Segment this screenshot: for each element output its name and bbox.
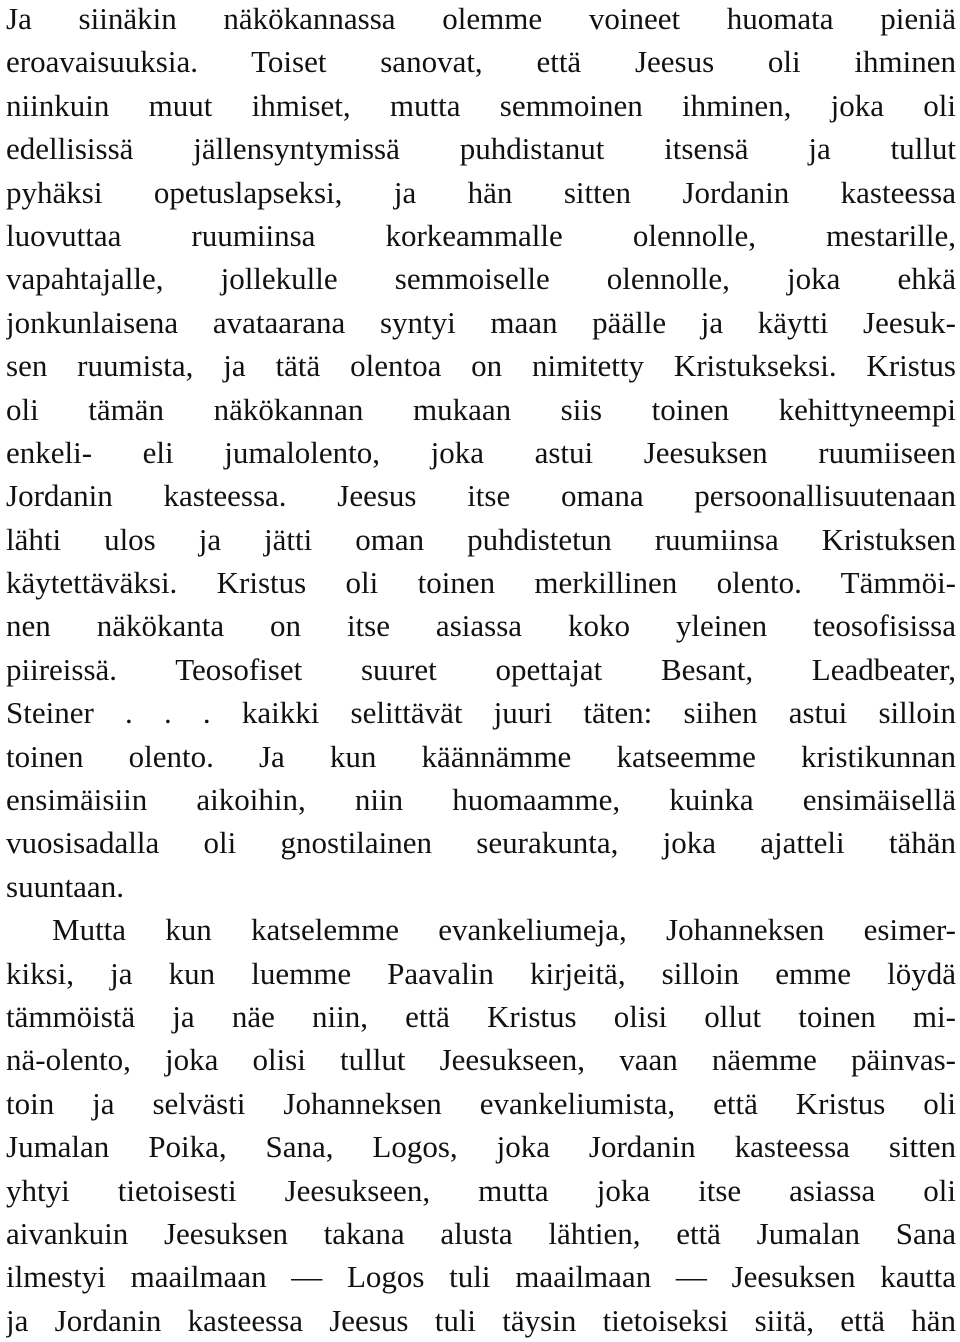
- text-line: luovuttaa ruumiinsa korkeammalle olennolle, mestarille,: [6, 217, 956, 253]
- text-line: eroavaisuuksia. Toiset sanovat, että Jeesus oli ihminen: [6, 44, 956, 80]
- text-line: toin ja selvästi Johanneksen evankeliumista, että Kristus oli: [6, 1085, 956, 1121]
- text-line: ilmestyi maailmaan — Logos tuli maailmaan — Jeesuksen kautta: [6, 1259, 956, 1295]
- text-line: niinkuin muut ihmiset, mutta semmoinen ihminen, joka oli: [6, 87, 956, 123]
- text-line: jonkunlaisena avataarana syntyi maan päälle ja käytti Jeesuk-: [6, 304, 956, 340]
- text-line: Steiner . . . kaikki selittävät juuri täten: siihen astui silloin: [6, 695, 956, 731]
- text-line: Mutta kun katselemme evankeliumeja, Johanneksen esimer-: [52, 912, 956, 948]
- text-line: suuntaan.: [6, 868, 124, 904]
- text-line: lähti ulos ja jätti oman puhdistetun ruumiinsa Kristuksen: [6, 521, 956, 557]
- text-line: oli tämän näkökannan mukaan siis toinen kehittyneempi: [6, 391, 956, 427]
- text-line: piireissä. Teosofiset suuret opettajat Besant, Leadbeater,: [6, 651, 956, 687]
- text-line: Ja siinäkin näkökannassa olemme voineet huomata pieniä: [6, 1, 956, 36]
- paragraph-2: [6, 908, 956, 1342]
- text-line: käytettäväksi. Kristus oli toinen merkillinen olento. Tämmöi-: [6, 565, 956, 601]
- text-line: ja Jordanin kasteessa Jeesus tuli täysin tietoiseksi siitä, että hän: [6, 1302, 956, 1338]
- text-line: sen ruumista, ja tätä olentoa on nimitetty Kristukseksi. Kristus: [6, 348, 956, 384]
- text-line: aivankuin Jeesuksen takana alusta lähtien, että Jumalan Sana: [6, 1215, 956, 1251]
- text-line: Jordanin kasteessa. Jeesus itse omana persoonallisuutenaan: [6, 478, 956, 514]
- text-line: edellisissä jällensyntymissä puhdistanut itsensä ja tullut: [6, 131, 956, 167]
- text-line: ensimäisiin aikoihin, niin huomaamme, kuinka ensimäisellä: [6, 782, 956, 818]
- text-line: nen näkökanta on itse asiassa koko yleinen teosofisissa: [6, 608, 956, 644]
- text-line: toinen olento. Ja kun käännämme katseemme kristikunnan: [6, 738, 956, 774]
- text-line: nä-olento, joka olisi tullut Jeesukseen, vaan näemme päinvas-: [6, 1042, 956, 1078]
- paragraph-1: [6, 0, 956, 908]
- text-line: vapahtajalle, jollekulle semmoiselle olennolle, joka ehkä: [6, 261, 956, 297]
- text-line: enkeli- eli jumalolento, joka astui Jeesuksen ruumiiseen: [6, 434, 956, 470]
- text-line: Jumalan Poika, Sana, Logos, joka Jordanin kasteessa sitten: [6, 1129, 956, 1165]
- text-line: kiksi, ja kun luemme Paavalin kirjeitä, silloin emme löydä: [6, 955, 956, 991]
- text-line: vuosisadalla oli gnostilainen seurakunta, joka ajatteli tähän: [6, 825, 956, 861]
- text-line: tämmöistä ja näe niin, että Kristus olisi ollut toinen mi-: [6, 998, 956, 1034]
- text-line: pyhäksi opetuslapseksi, ja hän sitten Jordanin kasteessa: [6, 174, 956, 210]
- text-line: yhtyi tietoisesti Jeesukseen, mutta joka itse asiassa oli: [6, 1172, 956, 1208]
